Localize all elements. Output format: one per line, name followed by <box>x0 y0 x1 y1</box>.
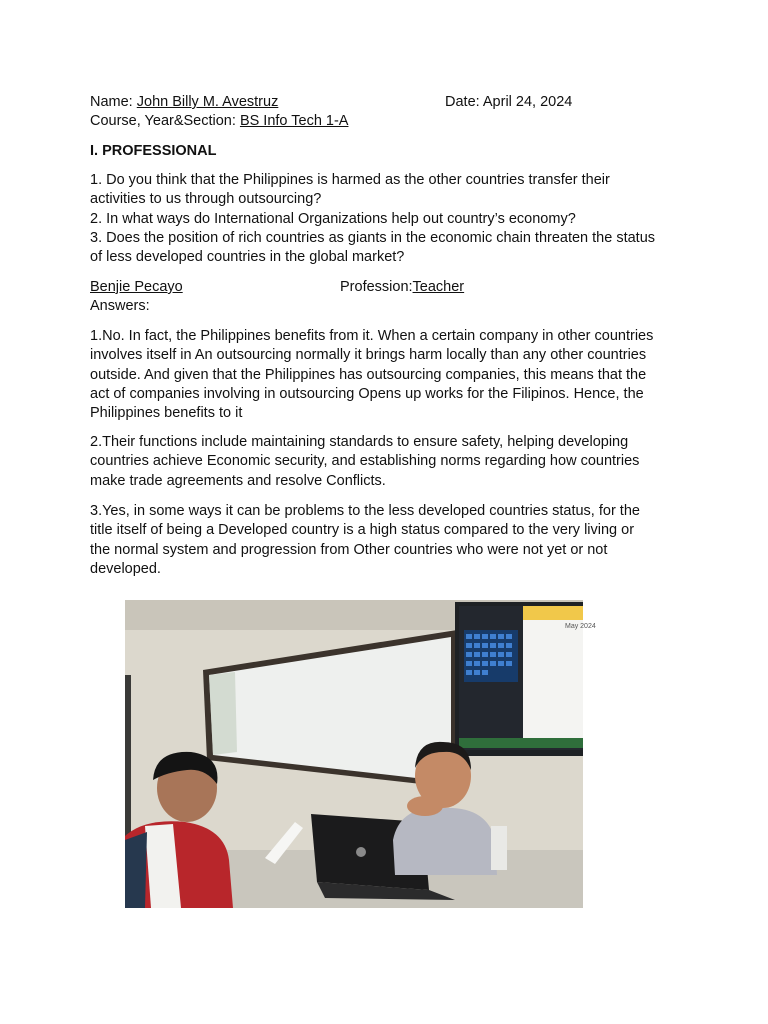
question-3-line-1: 3. Does the position of rich countries as giants in the economic chain threaten the status <box>90 230 656 246</box>
course-value: BS Info Tech 1-A <box>239 113 349 129</box>
answer-2 <box>90 433 690 491</box>
question-3-line-2: of less developed countries in the global market? <box>90 249 405 265</box>
answer-line: outside. And given that the Philippines has outsourcing companies, this means that the <box>90 366 647 383</box>
name-line <box>90 93 278 112</box>
student-name: John Billy M. Avestruz <box>136 94 279 110</box>
answer-line: the normal system and progression from Other countries who were not yet or not <box>90 541 608 558</box>
answer-3 <box>90 502 690 579</box>
date-line: Date: April 24, 2024 <box>445 94 573 110</box>
answer-line: involves itself in An outsourcing normally it brings harm locally than any other countries <box>90 347 647 364</box>
answer-line: 2.Their functions include maintaining standards to ensure safety, helping developing <box>90 434 629 450</box>
answers-label: Answers: <box>90 298 150 314</box>
question-1-line-1: 1. Do you think that the Philippines is harmed as the other countries transfer their <box>90 172 610 188</box>
course-line <box>90 112 348 131</box>
interviewee-name: Benjie Pecayo <box>90 279 183 295</box>
answer-1 <box>90 327 690 423</box>
answer-line: countries achieve Economic security, and establishing norms regarding how countries <box>90 453 640 470</box>
answer-line: act of companies involving in outsourcing Opens up works for the Filipinos. Hence, the <box>90 385 644 402</box>
question-2: 2. In what ways do International Organizations help out country’s economy? <box>90 211 576 227</box>
course-label: Course, Year&Section: <box>90 113 240 129</box>
answer-line: 1.No. In fact, the Philippines benefits from it. When a certain company in other countries <box>90 328 654 344</box>
answer-line: make trade agreements and resolve Conflicts. <box>90 472 386 489</box>
answer-line: Philippines benefits to it <box>90 405 243 422</box>
interview-photo <box>125 600 596 908</box>
tv-calendar-month: May 2024 <box>565 623 596 630</box>
profession-value: Teacher <box>412 279 465 295</box>
answer-line: 3.Yes, in some ways it can be problems to the less developed countries status, for the <box>90 503 640 519</box>
answer-line: title itself of being a Developed country is a high status compared to the very living or <box>90 522 635 539</box>
answer-line: developed. <box>90 560 161 577</box>
interview-photo-illustration <box>125 600 596 908</box>
profession-line <box>340 278 464 297</box>
name-label: Name: <box>90 94 137 110</box>
section-title: I. PROFESSIONAL <box>90 143 217 159</box>
profession-label: Profession: <box>340 279 413 295</box>
question-1-line-2: activities to us through outsourcing? <box>90 191 322 207</box>
